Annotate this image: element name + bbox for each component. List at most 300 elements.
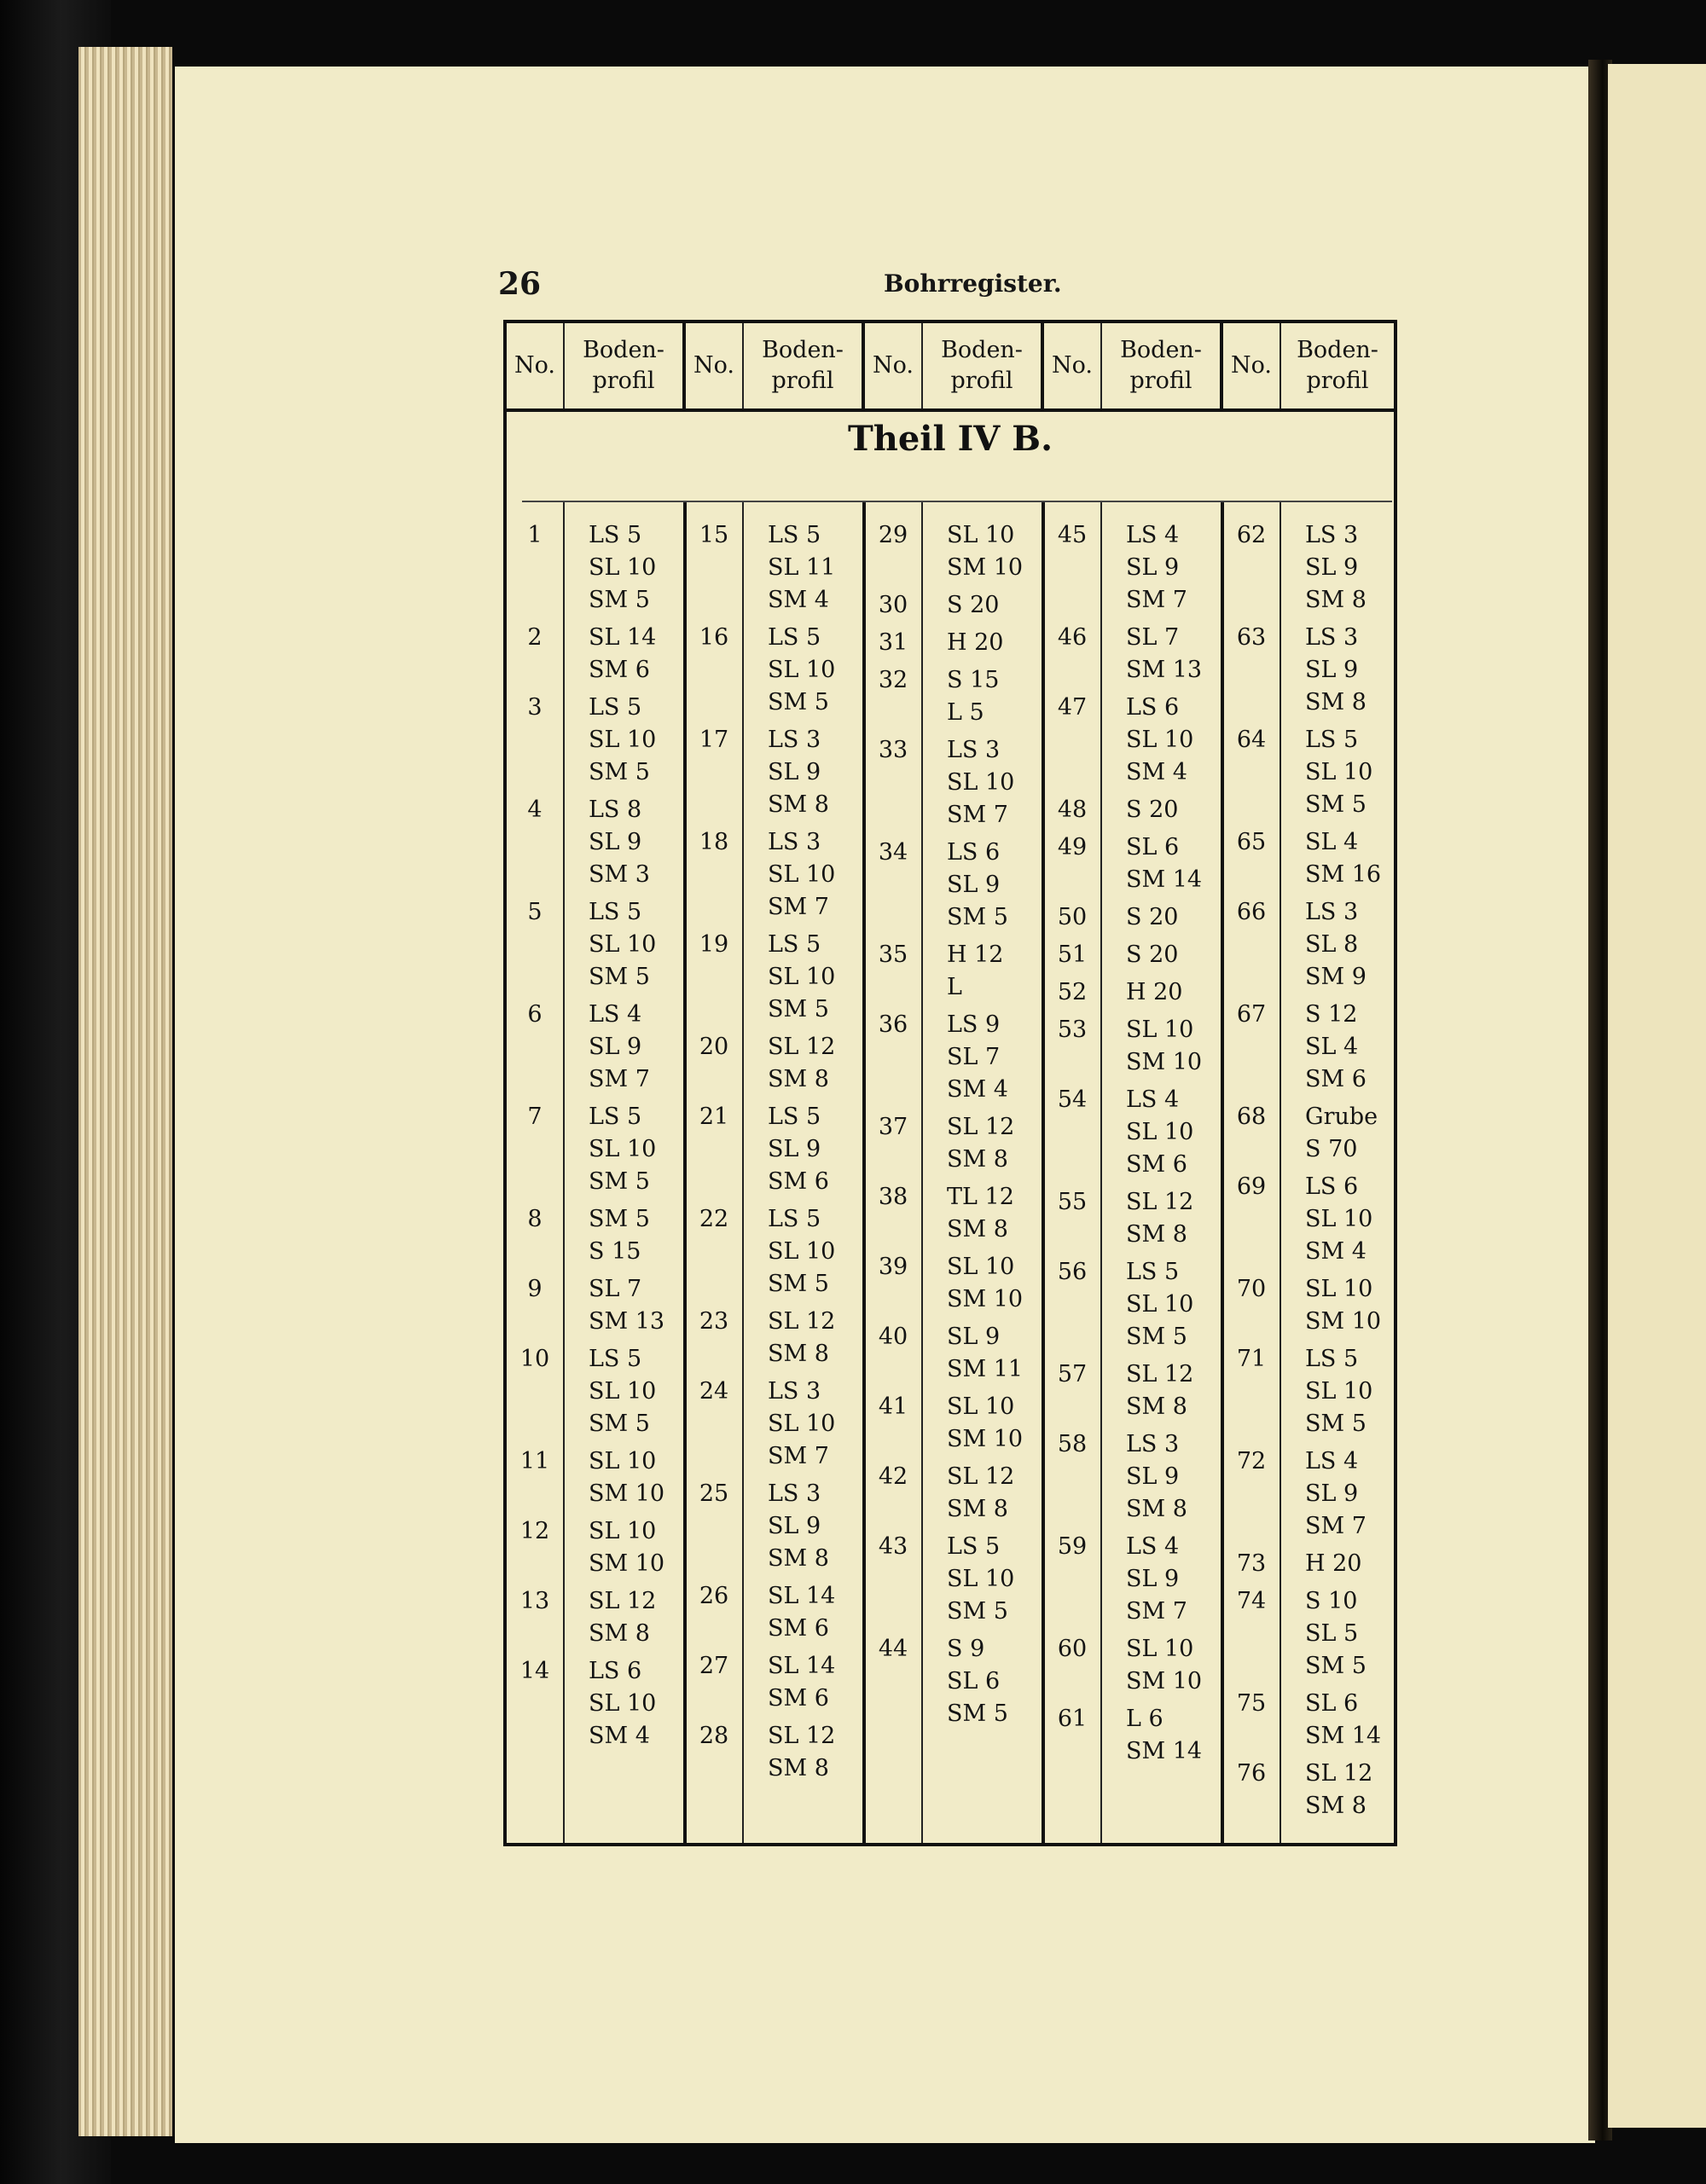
entry-profile xyxy=(768,1650,835,1715)
entry-number: 36 xyxy=(878,1011,908,1038)
profile-layer: SL 10 xyxy=(589,1378,657,1405)
profile-layer: SM 13 xyxy=(1126,657,1203,683)
profile-layer: LS 5 xyxy=(1305,1346,1359,1372)
entry-profile xyxy=(589,896,656,994)
entry-number: 71 xyxy=(1236,1346,1267,1372)
profile-layer: LS 5 xyxy=(947,1533,1001,1560)
entry-number: 33 xyxy=(878,737,908,763)
entry-profile xyxy=(768,724,829,821)
entry-number: 68 xyxy=(1236,1104,1267,1130)
entry-profile xyxy=(589,794,650,891)
profile-layer: SM 5 xyxy=(1305,1653,1367,1679)
profile-layer: SM 6 xyxy=(1126,1151,1187,1178)
entry-number: 61 xyxy=(1057,1706,1088,1732)
profile-layer: SM 5 xyxy=(947,1700,1008,1727)
entry-profile xyxy=(589,622,656,686)
profile-layer: SM 14 xyxy=(1305,1723,1382,1749)
profile-layer: SM 5 xyxy=(589,964,650,990)
entry-number: 56 xyxy=(1057,1259,1088,1285)
header-profile-3: Boden- profil xyxy=(923,323,1044,408)
profile-layer: SL 12 xyxy=(768,1308,836,1335)
profile-layer: S 15 xyxy=(589,1238,641,1265)
profile-layer: SL 10 xyxy=(589,1448,657,1474)
profile-layer: SL 4 xyxy=(1305,1034,1359,1060)
entry-number: 53 xyxy=(1057,1017,1088,1043)
table-header xyxy=(507,323,1394,412)
entry-profile xyxy=(947,1251,1023,1316)
entry-number: 41 xyxy=(878,1393,908,1420)
entry-number: 13 xyxy=(519,1588,550,1614)
profile-layer: SL 10 xyxy=(1305,1378,1373,1405)
entry-profile xyxy=(1126,976,1183,1009)
entry-profile xyxy=(947,1633,1008,1730)
profile-layer: LS 5 xyxy=(768,1206,821,1232)
profile-layer: SL 12 xyxy=(768,1034,836,1060)
entry-number: 12 xyxy=(519,1518,550,1544)
profile-layer: SM 5 xyxy=(589,1168,650,1195)
entry-profile xyxy=(589,1343,656,1440)
profile-layer: SM 6 xyxy=(768,1685,829,1712)
profile-layer: SM 9 xyxy=(1305,964,1367,990)
profile-layer: SL 10 xyxy=(947,769,1015,796)
profile-layer: SL 10 xyxy=(1126,1119,1194,1145)
profile-layer: SL 7 xyxy=(947,1044,1001,1070)
entry-profile xyxy=(1126,1186,1193,1251)
entry-profile xyxy=(1305,724,1372,821)
entry-profile xyxy=(1305,519,1367,617)
entry-profile xyxy=(589,1445,664,1510)
entry-profile xyxy=(589,1273,664,1338)
profile-layer: H 12 xyxy=(947,941,1004,968)
profile-layer: SM 8 xyxy=(1305,689,1367,715)
column-divider xyxy=(742,502,744,1843)
entry-number: 9 xyxy=(527,1276,543,1302)
profile-layer: SM 7 xyxy=(1126,587,1187,613)
profile-layer: SL 12 xyxy=(1126,1361,1194,1387)
profile-layer: SL 7 xyxy=(589,1276,642,1302)
profile-layer: SM 6 xyxy=(1305,1066,1367,1092)
entry-number: 34 xyxy=(878,839,908,866)
entry-profile xyxy=(1305,826,1381,891)
column-divider xyxy=(563,502,565,1843)
header-no-4: No. xyxy=(1044,323,1102,408)
profile-layer: SM 10 xyxy=(947,554,1024,581)
entry-profile xyxy=(947,1321,1023,1386)
profile-layer: SM 7 xyxy=(768,1443,829,1469)
entry-number: 48 xyxy=(1057,797,1088,823)
profile-layer: L xyxy=(947,974,962,1000)
entry-profile xyxy=(768,1376,835,1473)
profile-layer: SL 8 xyxy=(1305,931,1359,958)
profile-layer: SM 8 xyxy=(1126,1496,1187,1522)
profile-layer: SM 3 xyxy=(589,861,650,888)
entry-number: 1 xyxy=(527,522,543,548)
entry-number: 15 xyxy=(699,522,729,548)
profile-layer: LS 3 xyxy=(768,727,821,753)
profile-layer: SM 10 xyxy=(947,1286,1024,1312)
entry-profile xyxy=(589,1101,656,1198)
profile-layer: SM 5 xyxy=(768,996,829,1022)
entry-number: 39 xyxy=(878,1254,908,1280)
entry-number: 72 xyxy=(1236,1448,1267,1474)
entry-number: 58 xyxy=(1057,1431,1088,1457)
profile-layer: SL 10 xyxy=(1126,1636,1194,1662)
profile-layer: SM 8 xyxy=(768,791,829,818)
profile-layer: SL 5 xyxy=(1305,1620,1359,1647)
profile-layer: SM 8 xyxy=(1305,587,1367,613)
profile-layer: SL 10 xyxy=(1126,727,1194,753)
entry-profile xyxy=(1126,1014,1202,1079)
profile-layer: LS 6 xyxy=(947,839,1001,866)
entry-profile xyxy=(589,519,656,617)
entry-profile xyxy=(1126,1703,1202,1768)
profile-layer: SM 14 xyxy=(1126,866,1203,893)
profile-layer: SM 10 xyxy=(1305,1308,1382,1335)
profile-layer: SM 7 xyxy=(589,1066,650,1092)
profile-layer: SM 14 xyxy=(1126,1738,1203,1764)
entry-profile xyxy=(1305,1585,1367,1683)
profile-layer: SM 4 xyxy=(1126,759,1187,785)
section-title: Theil IV B. xyxy=(847,419,1053,459)
profile-layer: SM 5 xyxy=(1305,1411,1367,1437)
profile-layer: SL 12 xyxy=(589,1588,657,1614)
entry-number: 24 xyxy=(699,1378,729,1405)
entry-profile xyxy=(768,1306,835,1370)
entry-number: 20 xyxy=(699,1034,729,1060)
profile-layer: SM 7 xyxy=(1126,1598,1187,1625)
profile-layer: SL 10 xyxy=(1305,1276,1373,1302)
profile-layer: SL 10 xyxy=(768,1238,836,1265)
entry-number: 40 xyxy=(878,1324,908,1350)
profile-layer: SL 9 xyxy=(1305,657,1359,683)
profile-layer: SM 5 xyxy=(589,587,650,613)
entry-profile xyxy=(1126,1633,1202,1698)
entry-number: 65 xyxy=(1236,829,1267,855)
profile-layer: H 20 xyxy=(1305,1550,1362,1577)
entry-profile xyxy=(1126,794,1178,826)
entry-profile xyxy=(947,1391,1023,1456)
entry-profile xyxy=(1305,1171,1372,1268)
header-profile-4: Boden- profil xyxy=(1102,323,1223,408)
profile-layer: SM 8 xyxy=(589,1620,650,1647)
entry-profile xyxy=(1126,1256,1193,1353)
entry-profile xyxy=(589,999,650,1096)
profile-layer: SL 10 xyxy=(947,522,1015,548)
column-divider xyxy=(1100,502,1102,1843)
profile-layer: SL 14 xyxy=(768,1653,836,1679)
profile-layer: H 20 xyxy=(947,629,1004,656)
profile-layer: SL 9 xyxy=(768,759,821,785)
profile-layer: SL 10 xyxy=(947,1254,1015,1280)
profile-layer: S 15 xyxy=(947,667,1000,693)
profile-layer: SL 10 xyxy=(589,1136,657,1162)
entry-profile xyxy=(1126,1531,1187,1628)
entry-number: 70 xyxy=(1236,1276,1267,1302)
profile-layer: SL 9 xyxy=(1126,1463,1180,1490)
entry-number: 44 xyxy=(878,1636,908,1662)
profile-layer: LS 3 xyxy=(947,737,1001,763)
page-edges xyxy=(78,47,172,2136)
entry-number: 50 xyxy=(1057,904,1088,930)
profile-layer: LS 3 xyxy=(1126,1431,1180,1457)
profile-layer: TL 12 xyxy=(947,1184,1014,1210)
profile-layer: SM 10 xyxy=(589,1480,665,1507)
profile-layer: SL 14 xyxy=(768,1583,836,1609)
entry-number: 64 xyxy=(1236,727,1267,753)
profile-layer: SM 8 xyxy=(1126,1221,1187,1248)
profile-layer: SM 5 xyxy=(1305,791,1367,818)
profile-layer: H 20 xyxy=(1126,979,1183,1005)
profile-layer: SL 10 xyxy=(589,727,657,753)
profile-layer: S 9 xyxy=(947,1636,985,1662)
entry-profile xyxy=(947,1531,1014,1628)
profile-layer: SL 10 xyxy=(1305,759,1373,785)
profile-layer: SL 12 xyxy=(1305,1760,1373,1787)
entry-profile xyxy=(947,734,1014,831)
profile-layer: SM 8 xyxy=(947,1216,1008,1243)
profile-layer: SM 8 xyxy=(1126,1393,1187,1420)
profile-layer: S 20 xyxy=(1126,797,1179,823)
profile-layer: SM 16 xyxy=(1305,861,1382,888)
profile-layer: S 20 xyxy=(1126,904,1179,930)
entry-number: 42 xyxy=(878,1463,908,1490)
entry-profile xyxy=(1305,1343,1372,1440)
entry-number: 21 xyxy=(699,1104,729,1130)
profile-layer: LS 4 xyxy=(1126,1533,1180,1560)
profile-layer: SL 6 xyxy=(947,1668,1001,1694)
profile-layer: S 10 xyxy=(1305,1588,1358,1614)
entry-profile xyxy=(947,1009,1008,1106)
entry-number: 6 xyxy=(527,1001,543,1028)
profile-layer: SL 12 xyxy=(947,1463,1015,1490)
running-title: Bohrregister. xyxy=(884,269,1062,298)
profile-layer: S 12 xyxy=(1305,1001,1358,1028)
profile-layer: LS 9 xyxy=(947,1011,1001,1038)
profile-layer: SL 9 xyxy=(768,1513,821,1539)
entry-number: 66 xyxy=(1236,899,1267,925)
entry-profile xyxy=(589,1515,664,1580)
profile-layer: SM 10 xyxy=(1126,1049,1203,1075)
header-profile-5: Boden- profil xyxy=(1297,337,1378,394)
entry-profile xyxy=(768,1031,835,1096)
entry-number: 16 xyxy=(699,624,729,651)
entry-profile xyxy=(768,1203,835,1301)
entry-profile xyxy=(768,1720,835,1785)
bohrregister-table xyxy=(503,320,1397,1846)
entry-profile xyxy=(1305,1273,1381,1338)
profile-layer: SM 4 xyxy=(1305,1238,1367,1265)
profile-layer: SM 6 xyxy=(768,1615,829,1642)
entry-profile xyxy=(947,519,1023,584)
column-divider xyxy=(683,502,687,1843)
profile-layer: LS 3 xyxy=(768,1480,821,1507)
profile-layer: LS 5 xyxy=(589,899,642,925)
profile-layer: SM 5 xyxy=(1126,1324,1187,1350)
header-profile-1: Boden- profil xyxy=(565,323,686,408)
profile-layer: SL 9 xyxy=(1126,1566,1180,1592)
entry-profile xyxy=(1126,1358,1193,1423)
profile-layer: SM 8 xyxy=(947,1496,1008,1522)
entry-profile xyxy=(1126,519,1187,617)
entry-number: 27 xyxy=(699,1653,729,1679)
entry-number: 30 xyxy=(878,592,908,618)
profile-layer: SL 6 xyxy=(1126,834,1180,860)
entry-number: 5 xyxy=(527,899,543,925)
profile-layer: LS 3 xyxy=(768,829,821,855)
entry-profile xyxy=(768,622,835,719)
profile-layer: SM 5 xyxy=(589,1411,650,1437)
entry-profile xyxy=(768,1101,829,1198)
profile-layer: LS 5 xyxy=(589,694,642,721)
profile-layer: SL 10 xyxy=(589,554,657,581)
entry-number: 47 xyxy=(1057,694,1088,721)
profile-layer: SM 5 xyxy=(589,759,650,785)
entry-number: 75 xyxy=(1236,1690,1267,1717)
entry-number: 18 xyxy=(699,829,729,855)
entry-number: 23 xyxy=(699,1308,729,1335)
entry-profile xyxy=(1305,999,1367,1096)
profile-layer: SM 4 xyxy=(947,1076,1008,1103)
entry-profile xyxy=(768,519,835,617)
entry-profile xyxy=(768,1478,829,1575)
profile-layer: SL 6 xyxy=(1305,1690,1359,1717)
profile-layer: SM 8 xyxy=(768,1545,829,1572)
profile-layer: LS 5 xyxy=(768,624,821,651)
profile-layer: SL 9 xyxy=(589,1034,642,1060)
entry-number: 26 xyxy=(699,1583,729,1609)
profile-layer: LS 4 xyxy=(1126,522,1180,548)
profile-layer: SM 6 xyxy=(589,657,650,683)
entry-profile xyxy=(947,589,999,622)
entry-profile xyxy=(1126,901,1178,934)
profile-layer: SL 10 xyxy=(589,931,657,958)
entry-number: 2 xyxy=(527,624,543,651)
entry-number: 10 xyxy=(519,1346,550,1372)
entry-profile xyxy=(768,826,835,924)
entry-profile xyxy=(1126,1428,1187,1526)
entry-number: 28 xyxy=(699,1723,729,1749)
entry-number: 31 xyxy=(878,629,908,656)
header-no-2: No. xyxy=(686,323,744,408)
entry-profile xyxy=(768,929,835,1026)
entry-number: 7 xyxy=(527,1104,543,1130)
profile-layer: S 20 xyxy=(1126,941,1179,968)
profile-layer: SM 8 xyxy=(768,1755,829,1781)
page-number: 26 xyxy=(498,266,542,302)
profile-layer: SL 10 xyxy=(1305,1206,1373,1232)
profile-layer: LS 5 xyxy=(768,931,821,958)
profile-layer: LS 5 xyxy=(1126,1259,1180,1285)
profile-layer: SM 5 xyxy=(768,1271,829,1297)
entry-profile xyxy=(947,627,1004,659)
entry-profile xyxy=(1305,1758,1372,1822)
profile-layer: SL 9 xyxy=(768,1136,821,1162)
entry-number: 74 xyxy=(1236,1588,1267,1614)
profile-layer: SM 7 xyxy=(1305,1513,1367,1539)
profile-layer: LS 5 xyxy=(1305,727,1359,753)
facing-page-edge xyxy=(1608,64,1706,2128)
profile-layer: SL 10 xyxy=(768,964,836,990)
profile-layer: SL 9 xyxy=(589,829,642,855)
profile-layer: L 6 xyxy=(1126,1706,1163,1732)
entry-profile xyxy=(589,692,656,789)
profile-layer: LS 5 xyxy=(589,1104,642,1130)
entry-profile xyxy=(1126,622,1202,686)
entry-profile xyxy=(589,1203,650,1268)
profile-layer: S 20 xyxy=(947,592,1000,618)
profile-layer: SM 5 xyxy=(768,689,829,715)
profile-layer: SM 8 xyxy=(768,1341,829,1367)
entry-profile xyxy=(1126,831,1202,896)
profile-layer: SL 9 xyxy=(947,1324,1001,1350)
header-profile-2: Boden- profil xyxy=(744,323,865,408)
profile-layer: SL 7 xyxy=(1126,624,1180,651)
profile-layer: SL 9 xyxy=(1305,1480,1359,1507)
section-divider xyxy=(522,501,1392,502)
profile-layer: SM 6 xyxy=(768,1168,829,1195)
profile-layer: SM 13 xyxy=(589,1308,665,1335)
entry-number: 59 xyxy=(1057,1533,1088,1560)
profile-layer: SL 10 xyxy=(589,1518,657,1544)
entry-number: 60 xyxy=(1057,1636,1088,1662)
entry-profile xyxy=(947,1111,1014,1176)
profile-layer: SM 11 xyxy=(947,1356,1024,1382)
profile-layer: LS 3 xyxy=(1305,522,1359,548)
profile-layer: SM 7 xyxy=(768,894,829,920)
entry-profile xyxy=(947,1461,1014,1526)
column-divider xyxy=(1280,502,1281,1843)
entry-number: 63 xyxy=(1236,624,1267,651)
profile-layer: SL 12 xyxy=(768,1723,836,1749)
entry-number: 38 xyxy=(878,1184,908,1210)
profile-layer: LS 5 xyxy=(768,1104,821,1130)
entry-profile xyxy=(1305,1445,1367,1543)
profile-layer: SL 14 xyxy=(589,624,657,651)
profile-layer: SL 10 xyxy=(768,1411,836,1437)
profile-layer: SM 10 xyxy=(589,1550,665,1577)
entry-number: 57 xyxy=(1057,1361,1088,1387)
profile-layer: SL 12 xyxy=(1126,1189,1194,1215)
profile-layer: SM 10 xyxy=(947,1426,1024,1452)
entry-number: 37 xyxy=(878,1114,908,1140)
profile-layer: LS 5 xyxy=(589,522,642,548)
profile-layer: SL 10 xyxy=(1126,1291,1194,1318)
header-no-3: No. xyxy=(865,323,923,408)
profile-layer: LS 5 xyxy=(589,1346,642,1372)
entry-number: 3 xyxy=(527,694,543,721)
profile-layer: SM 8 xyxy=(768,1066,829,1092)
profile-layer: SL 9 xyxy=(1126,554,1180,581)
profile-layer: SL 4 xyxy=(1305,829,1359,855)
entry-profile xyxy=(1126,1084,1193,1181)
entry-profile xyxy=(589,1585,656,1650)
entry-profile xyxy=(1305,1548,1362,1580)
profile-layer: SL 10 xyxy=(768,657,836,683)
profile-layer: LS 3 xyxy=(1305,624,1359,651)
entry-number: 54 xyxy=(1057,1086,1088,1113)
entry-number: 55 xyxy=(1057,1189,1088,1215)
entry-number: 22 xyxy=(699,1206,729,1232)
entry-profile xyxy=(1305,896,1367,994)
entry-number: 62 xyxy=(1236,522,1267,548)
entry-profile xyxy=(589,1655,656,1752)
profile-layer: SL 10 xyxy=(947,1566,1015,1592)
entry-number: 45 xyxy=(1057,522,1088,548)
header-no-1: No. xyxy=(507,323,565,408)
profile-layer: SL 9 xyxy=(1305,554,1359,581)
profile-layer: LS 4 xyxy=(1305,1448,1359,1474)
entry-number: 17 xyxy=(699,727,729,753)
